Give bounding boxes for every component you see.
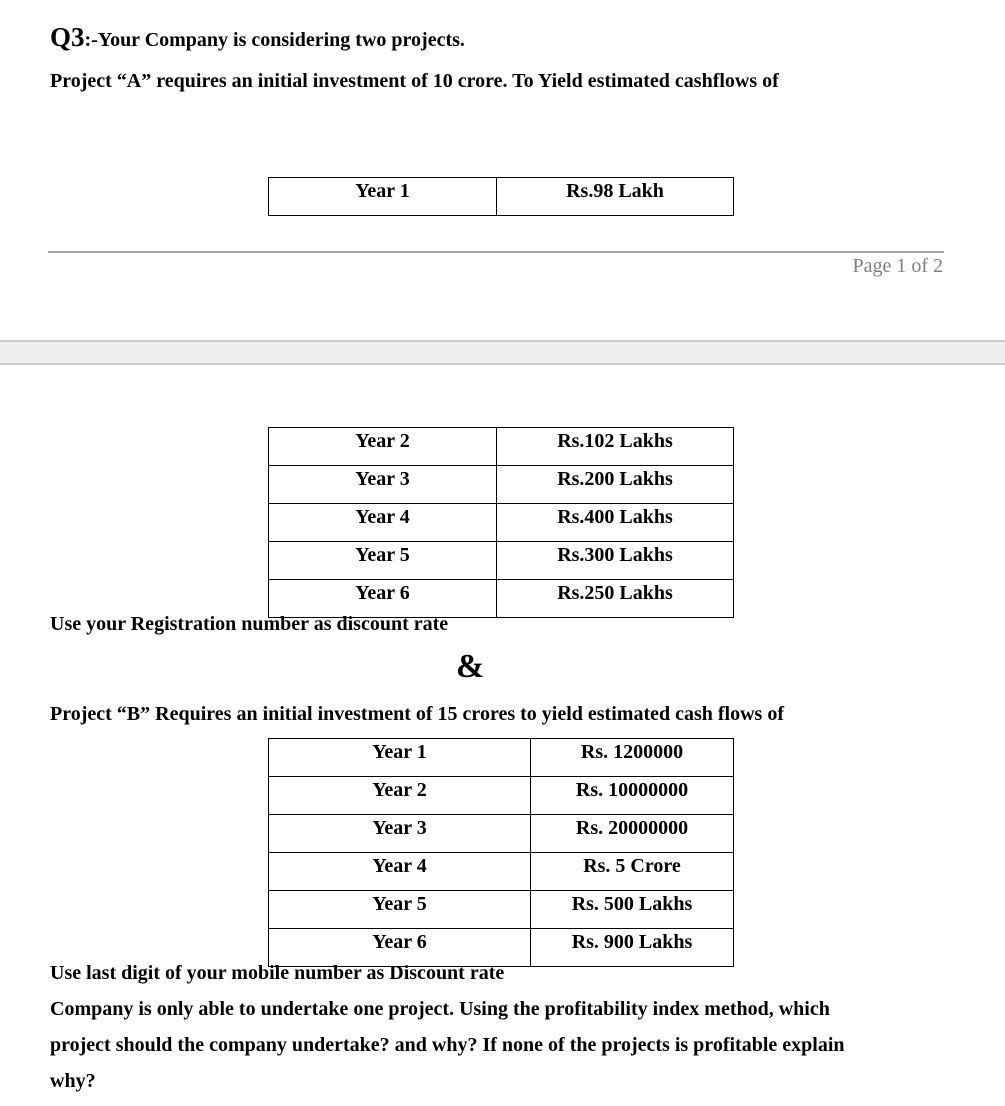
question-heading [50,22,465,53]
table-row [269,428,734,466]
amount-cell: Rs. 500 Lakhs [531,891,734,929]
amount-cell: Rs. 900 Lakhs [531,929,734,967]
year-cell: Year 6 [269,580,497,618]
table-row [269,504,734,542]
table-row [269,853,734,891]
project-a-cashflow-table-page1 [268,177,734,216]
year-cell: Year 1 [269,739,531,777]
year-cell: Year 3 [269,466,497,504]
page-break-gap [0,340,1005,365]
table-row [269,542,734,580]
project-a-discount-note: Use your Registration number as discount rate [50,613,449,635]
amount-cell: Rs.250 Lakhs [497,580,734,618]
project-a-cashflow-table-page2 [268,427,734,618]
amount-cell: Rs.300 Lakhs [497,542,734,580]
year-cell: Year 5 [269,891,531,929]
amount-cell: Rs. 5 Crore [531,853,734,891]
year-cell: Year 1 [269,178,497,216]
amount-cell: Rs.102 Lakhs [497,428,734,466]
year-cell: Year 6 [269,929,531,967]
table-row [269,178,734,216]
year-cell: Year 5 [269,542,497,580]
amount-cell: Rs. 20000000 [531,815,734,853]
question-number: Q3 [50,22,85,52]
question-title: :-Your Company is considering two projects. [84,29,465,51]
amount-cell: Rs.400 Lakhs [497,504,734,542]
year-cell: Year 2 [269,428,497,466]
closing-question-line-1: Company is only able to undertake one project. Using the profitability index method, which [50,998,830,1020]
closing-question-line-3: why? [50,1070,96,1092]
page-number: Page 1 of 2 [852,255,943,277]
table-row [269,815,734,853]
amount-cell: Rs.98 Lakh [497,178,734,216]
table-row [269,739,734,777]
project-b-intro: Project “B” Requires an initial investment of 15 crores to yield estimated cash flows of [50,703,784,725]
amount-cell: Rs. 10000000 [531,777,734,815]
year-cell: Year 4 [269,504,497,542]
table-row [269,466,734,504]
year-cell: Year 2 [269,777,531,815]
table-row [269,777,734,815]
amount-cell: Rs. 1200000 [531,739,734,777]
footer-divider [48,251,944,253]
table-row [269,891,734,929]
amount-cell: Rs.200 Lakhs [497,466,734,504]
year-cell: Year 3 [269,815,531,853]
project-b-cashflow-table [268,738,734,967]
project-a-intro: Project “A” requires an initial investment of 10 crore. To Yield estimated cashflows of [50,70,779,92]
year-cell: Year 4 [269,853,531,891]
project-b-discount-note: Use last digit of your mobile number as Discount rate [50,962,505,984]
closing-question-line-2: project should the company undertake? and why? If none of the projects is profitable explain [50,1034,845,1056]
ampersand-separator: & [456,648,485,685]
